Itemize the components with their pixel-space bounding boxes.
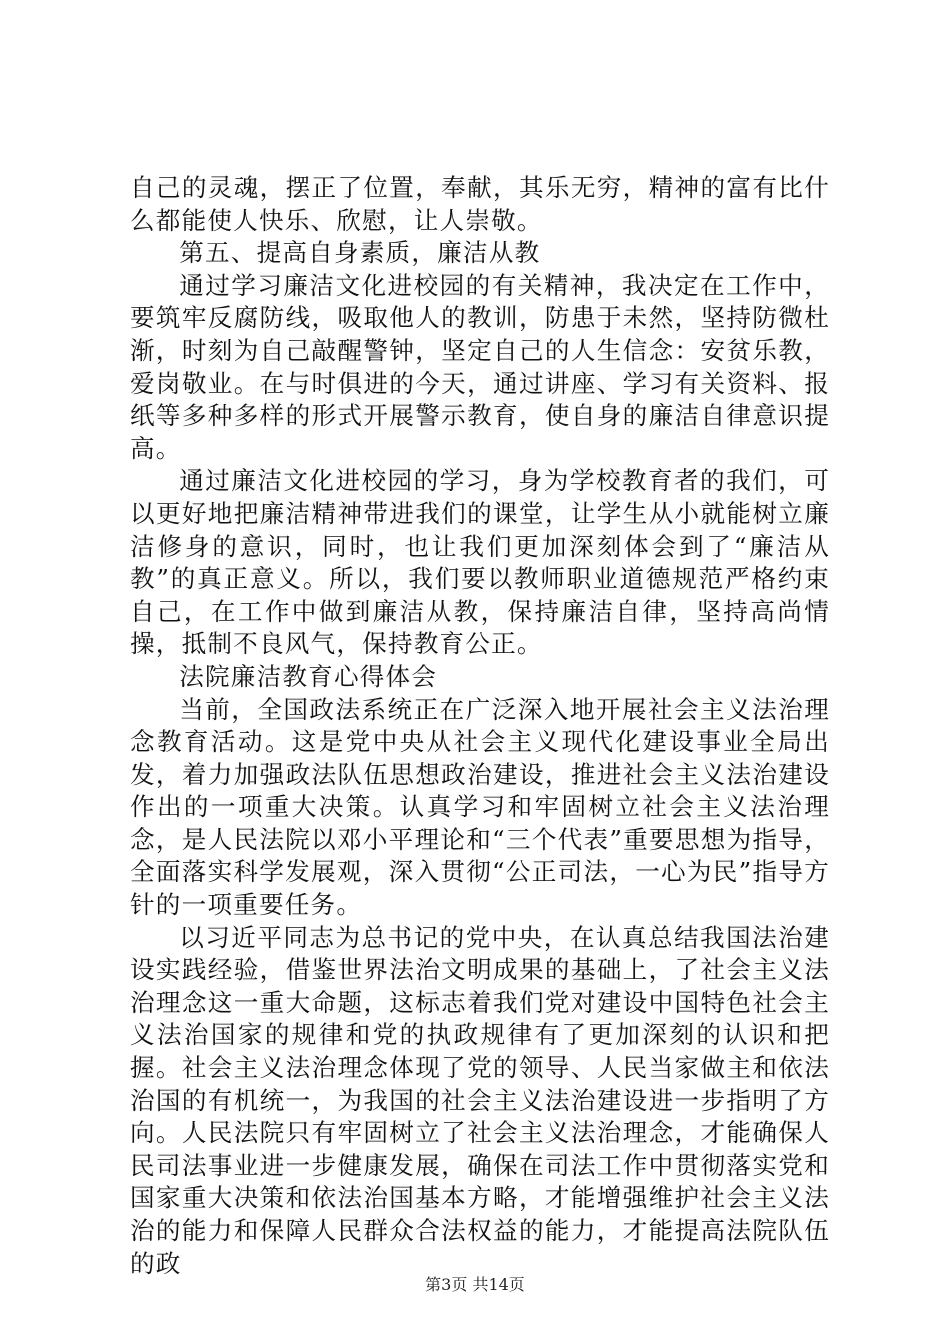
paragraph: 通过学习廉洁文化进校园的有关精神，我决定在工作中，要筑牢反腐防线，吸取他人的教训，防患于未然，坚持防微杜渐，时刻为自己敲醒警钟，坚定自己的人生信念：安贫乐教，爱岗敬业。在与时俱进的今天，通过讲座、学习有关资料、报纸等多种多样的形式开展警示教育，使自身的廉洁自律意识提高。 xyxy=(130,270,830,463)
paragraph: 以习近平同志为总书记的党中央，在认真总结我国法治建设实践经验，借鉴世界法治文明成果的基础上，了社会主义法治理念这一重大命题，这标志着我们党对建设中国特色社会主义法治国家的规律和党的执政规律有了更加深刻的认识和把握。社会主义法治理念体现了党的领导、人民当家做主和依法治国的有机统一，为我国的社会主义法治建设进一步指明了方向。人民法院只有牢固树立了社会主义法治理念，才能确保人民司法事业进一步健康发展，确保在司法工作中贯彻落实党和国家重大决策和依法治国基本方略，才能增强维护社会主义法治的能力和保障人民群众合法权益的能力，才能提高法院队伍的政 xyxy=(130,922,830,1278)
page-footer: 第3页 共14页 xyxy=(425,1275,525,1294)
section-heading-5: 第五、提高自身素质，廉洁从教 xyxy=(179,238,541,268)
article-title: 法院廉洁教育心得体会 xyxy=(179,661,438,691)
paragraph: 通过廉洁文化进校园的学习，身为学校教育者的我们，可以更好地把廉洁精神带进我们的课堂，让学生从小就能树立廉洁修身的意识，同时，也让我们更加深刻体会到了“廉洁从教”的真正意义。所以，我们要以教师职业道德规范严格约束自己，在工作中做到廉洁从教，保持廉洁自律，坚持高尚情操，抵制不良风气，保持教育公正。 xyxy=(130,466,830,659)
document-body xyxy=(130,172,830,1280)
paragraph-continuation: 自己的灵魂，摆正了位置，奉献，其乐无穷，精神的富有比什么都能使人快乐、欣慰，让人崇敬。 xyxy=(130,173,830,235)
paragraph: 当前，全国政法系统正在广泛深入地开展社会主义法治理念教育活动。这是党中央从社会主义现代化建设事业全局出发，着力加强政法队伍思想政治建设，推进社会主义法治建设作出的一项重大决策。认真学习和牢固树立社会主义法治理念，是人民法院以邓小平理论和“三个代表”重要思想为指导，全面落实科学发展观，深入贯彻“公正司法，一心为民”指导方针的一项重要任务。 xyxy=(130,694,830,920)
